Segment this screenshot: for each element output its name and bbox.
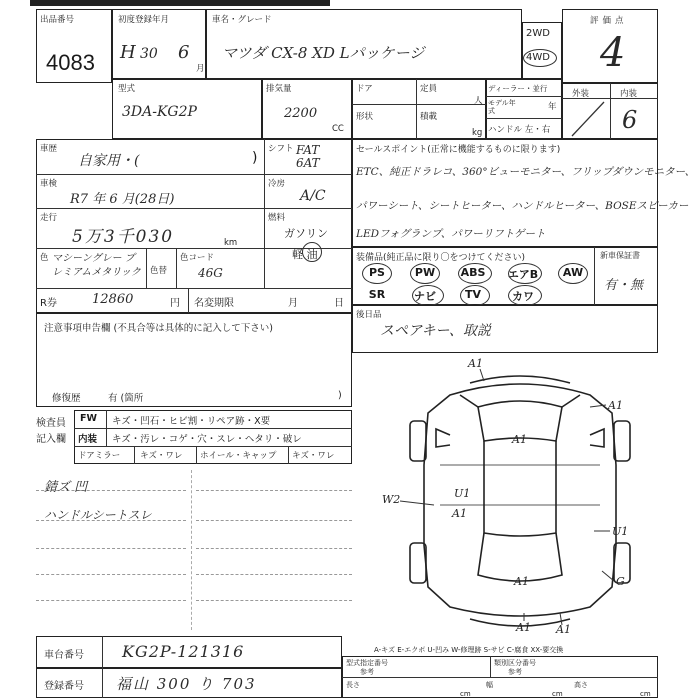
load-unit: kg (472, 128, 483, 138)
note-line (196, 548, 352, 549)
equip-abs-circle (458, 263, 492, 284)
type-cert-label: 型式指定番号 (346, 659, 388, 667)
selling-point-line-1: ETC、純正ドラレコ、360°ビューモニター、フリップダウンモニター、 (356, 166, 696, 178)
inspector-label-1: 検査員 (36, 418, 66, 429)
model-year-label: モデル年式 (488, 99, 516, 115)
equip-leather: カワ (512, 290, 534, 303)
height-label: 高さ (574, 681, 588, 689)
equip-aw: AW (562, 266, 584, 279)
chassis-value: KG2P-121316 (122, 642, 245, 661)
inspector-vline-4 (288, 446, 289, 464)
damage-mark: A1 (516, 621, 531, 634)
inspector-hline-2 (74, 446, 352, 447)
fuel-value: ガソリン (284, 227, 328, 240)
equip-airbag: エアB (507, 268, 539, 281)
selling-points-label: セールスポイント(正常に機能するものに限ります) (356, 145, 561, 155)
details-hline-1 (36, 174, 352, 175)
aircon-label: 冷房 (268, 179, 286, 189)
equip-tv-circle (460, 285, 490, 306)
inspector-label-2: 記入欄 (36, 434, 66, 445)
chassis-label: 車台番号 (44, 650, 84, 661)
equip-pw: PW (414, 266, 436, 279)
door-label: ドア (356, 84, 373, 94)
inspector-vline-1 (106, 410, 107, 446)
mirror-left (436, 429, 450, 447)
door-divider (416, 79, 417, 139)
equip-navi-circle (412, 285, 444, 306)
equip-abs: ABS (460, 266, 486, 279)
equip-ps-circle (362, 263, 392, 284)
details-vline (264, 139, 265, 289)
fuel-other: 軽 油 (292, 248, 318, 261)
equipment-label: 装備品(純正品に限り〇をつけてください) (356, 253, 526, 263)
aircon-value: A/C (300, 188, 326, 204)
damage-mark: A1 (608, 399, 623, 412)
history-value: 自家用・( (78, 153, 140, 169)
damage-mark: A1 (452, 507, 467, 520)
note-line (196, 490, 352, 491)
car-damage-diagram (380, 355, 670, 640)
shape-label: 形状 (356, 112, 374, 122)
reg-era: H (120, 42, 136, 63)
new-book-value: 有・無 (604, 278, 644, 293)
selling-point-line-3: LEDフォグランプ、パワーリフトゲート (356, 228, 546, 240)
model-label: 型式 (118, 84, 136, 94)
color-code-label: 色コード (180, 253, 215, 263)
details-hline-4 (36, 288, 352, 289)
inspector-vline-2 (134, 446, 135, 464)
color-divider-1 (146, 248, 147, 288)
capacity-label: 定員 (420, 84, 438, 94)
car-name: マツダ CX-8 XD Lパッケージ (222, 44, 425, 62)
dealer-label: ディーラー・並行 (488, 84, 548, 93)
remarks-label: 後日品 (356, 310, 382, 320)
history-close: ) (252, 150, 258, 166)
wheel-front-left (410, 421, 426, 461)
history-label: 車歴 (40, 144, 58, 154)
inspector-wheel: ホイール・キャップ (200, 451, 277, 461)
inspector-wheel-items: キズ・ワレ (292, 451, 335, 461)
width-unit: cm (552, 690, 563, 698)
note-line (196, 600, 352, 601)
color-divider-2 (176, 248, 177, 288)
chassis-divider (102, 636, 103, 668)
shift-value: FAT 6AT (296, 143, 320, 170)
dealer-hline-1 (486, 96, 562, 97)
inspection-label: 車検 (40, 179, 58, 189)
header-tab (30, 0, 330, 6)
mirror-right (590, 429, 604, 447)
inspection-value: R7 年 6 月(28日) (70, 192, 175, 207)
spec-ref-divider (490, 656, 491, 677)
damage-mark: A1 (514, 575, 529, 588)
fuel-label: 燃料 (268, 213, 286, 223)
displacement-label: 排気量 (266, 84, 292, 94)
reg-month: 6 (178, 42, 190, 63)
drive-4wd-circle (523, 49, 557, 67)
recycle-unit: 円 (170, 298, 180, 309)
color-change-label: 色替 (150, 266, 168, 276)
inspector-int-items: キズ・汚レ・コゲ・穴・スレ・ヘタリ・破レ (112, 434, 302, 445)
length-unit: cm (460, 690, 471, 698)
drive-4wd: 4WD (526, 52, 550, 63)
damage-legend: A-キズ E-エクボ U-凹み W-修理跡 S-サビ C-腐食 XX-要交換 (374, 646, 564, 654)
inspector-mirror: ドアミラー (78, 451, 121, 461)
capacity-unit: 人 (474, 96, 483, 106)
width-label: 幅 (486, 681, 493, 689)
int-score: 6 (622, 106, 638, 134)
car-name-label: 車名・グレード (212, 15, 272, 25)
damage-mark: A1 (512, 433, 527, 446)
mileage-unit: km (224, 238, 238, 248)
equip-tv: TV (464, 288, 482, 301)
recycle-value: 12860 (92, 292, 134, 307)
class-ref: 参考 (508, 668, 522, 676)
damage-mark: A1 (468, 357, 483, 370)
notes-divider (191, 470, 192, 630)
fuel-circle (302, 242, 322, 262)
color-value: マシーングレー プレミアムメタリック (52, 253, 141, 278)
repair-label: 修復歴 (52, 393, 81, 404)
mileage-value: 5万3千030 (72, 227, 175, 247)
car-roof (484, 441, 556, 536)
inspector-note-2: ハンドルシートスレ (44, 508, 152, 522)
class-label: 類別区分番号 (494, 659, 536, 667)
note-line (196, 520, 352, 521)
dealer-hline-2 (486, 118, 562, 119)
color-code: 46G (198, 266, 223, 280)
color-label: 色 (40, 253, 49, 263)
shift-label: シフト (268, 144, 294, 154)
door-hline (352, 104, 486, 105)
term-label: 名変期限 (194, 298, 234, 309)
note-line (196, 574, 352, 575)
score-value: 4 (600, 30, 626, 76)
registration-label: 登録番号 (44, 681, 84, 692)
equip-leather-circle (508, 285, 542, 306)
term-day-unit: 日 (334, 298, 344, 309)
notes-label: 注意事項申告欄 (不具合等は具体的に記入して下さい) (44, 323, 273, 334)
selling-point-line-2: パワーシート、シートヒーター、ハンドルヒーター、BOSEスピーカー (356, 200, 689, 212)
reg-year: 30 (140, 46, 158, 62)
car-rear-window (478, 533, 562, 581)
lot-number-label: 出品番号 (40, 15, 75, 25)
inspector-note-1: 錆ズ 凹 (44, 480, 88, 495)
term-month-unit: 月 (288, 298, 298, 309)
damage-mark: U1 (612, 525, 629, 538)
displacement-value: 2200 (284, 106, 318, 121)
equip-sr: SR (368, 288, 386, 301)
load-label: 積載 (420, 112, 438, 122)
registration-value: 福山 300 り 703 (116, 675, 257, 693)
model-year-unit: 年 (548, 102, 557, 112)
details-hline-2 (36, 208, 352, 209)
equip-navi: ナビ (414, 290, 436, 303)
equipment-divider (594, 247, 595, 305)
length-label: 長さ (346, 681, 360, 689)
damage-mark: U1 (454, 487, 471, 500)
int-label: 内装 (620, 89, 638, 99)
note-line (36, 574, 186, 575)
handle-label: ハンドル 左・右 (488, 125, 551, 135)
recycle-divider (188, 288, 189, 313)
ext-slash (562, 98, 658, 140)
equip-pw-circle (410, 263, 440, 284)
inspector-fw-items: キズ・凹石・ヒビ割・リペア跡・X要 (112, 416, 271, 427)
equip-ps: PS (369, 266, 385, 279)
first-registration-label: 初度登録年月 (118, 15, 170, 25)
inspector-fw: FW (80, 413, 97, 424)
front-bumper (470, 376, 570, 383)
registration-divider (102, 668, 103, 698)
drive-2wd: 2WD (526, 28, 550, 39)
score-label: 評価点 (590, 16, 628, 26)
reg-month-unit: 月 (196, 64, 205, 74)
inspector-vline-3 (196, 446, 197, 464)
ext-label: 外装 (572, 89, 590, 99)
remarks-value: スペアキー、取説 (380, 323, 491, 339)
model-code: 3DA-KG2P (122, 104, 197, 120)
damage-mark: A1 (556, 623, 571, 636)
equip-aw-circle (558, 263, 588, 284)
note-line (36, 548, 186, 549)
new-book-label: 新車保証書 (600, 251, 640, 260)
spec-ref-hline (342, 677, 658, 678)
note-line (36, 600, 186, 601)
repair-value: 有 (箇所 (108, 393, 144, 404)
lot-number: 4083 (46, 50, 95, 75)
recycle-label: R券 (40, 298, 57, 309)
mileage-label: 走行 (40, 213, 58, 223)
damage-mark: W2 (382, 493, 401, 506)
inspector-hline-1 (74, 428, 352, 429)
damage-mark: G (616, 575, 625, 588)
displacement-unit: CC (332, 124, 344, 134)
repair-close: ) (338, 390, 342, 401)
wheel-front-right (614, 421, 630, 461)
equip-airbag-circle (508, 263, 542, 284)
inspector-int: 内装 (78, 434, 98, 445)
type-cert-ref: 参考 (360, 668, 374, 676)
height-unit: cm (640, 690, 651, 698)
inspector-mirror-items: キズ・ワレ (140, 451, 183, 461)
